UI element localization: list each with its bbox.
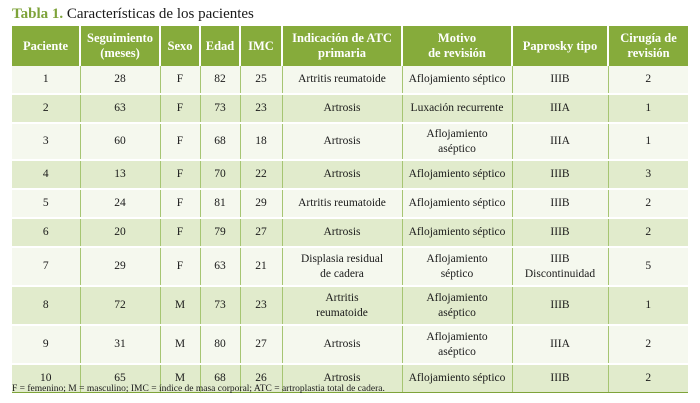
- col-header-cirugia: Cirugía de revisión: [608, 26, 688, 66]
- cell-paprosky: IIIB: [512, 160, 608, 189]
- cell-indicacion: Artrosis: [282, 364, 402, 393]
- cell-imc: 27: [240, 218, 282, 247]
- cell-paciente: 9: [12, 325, 80, 364]
- cell-seguimiento: 13: [80, 160, 160, 189]
- cell-sexo: M: [160, 364, 200, 393]
- cell-paprosky: IIIB Discontinuidad: [512, 247, 608, 286]
- cell-cirugia: 2: [608, 189, 688, 218]
- cell-edad: 68: [200, 123, 240, 160]
- cell-indicacion: Artrosis: [282, 123, 402, 160]
- table-row: [12, 286, 688, 325]
- cell-imc: 18: [240, 123, 282, 160]
- cell-imc: 27: [240, 325, 282, 364]
- cell-sexo: F: [160, 160, 200, 189]
- cell-paprosky: IIIB: [512, 286, 608, 325]
- cell-paprosky: IIIB: [512, 189, 608, 218]
- cell-indicacion: Artrosis: [282, 218, 402, 247]
- col-header-paciente: Paciente: [12, 26, 80, 66]
- cell-paciente: 1: [12, 66, 80, 94]
- cell-edad: 70: [200, 160, 240, 189]
- cell-edad: 81: [200, 189, 240, 218]
- cell-paprosky: IIIB: [512, 66, 608, 94]
- cell-imc: 26: [240, 364, 282, 393]
- table-row: [12, 247, 688, 286]
- cell-seguimiento: 72: [80, 286, 160, 325]
- cell-paciente: 8: [12, 286, 80, 325]
- table-row: [12, 189, 688, 218]
- cell-cirugia: 2: [608, 218, 688, 247]
- cell-sexo: F: [160, 247, 200, 286]
- cell-motivo: Aflojamiento séptico: [402, 364, 512, 393]
- cell-edad: 63: [200, 247, 240, 286]
- cell-cirugia: 2: [608, 364, 688, 393]
- patients-table: [12, 26, 688, 393]
- cell-sexo: F: [160, 66, 200, 94]
- cell-imc: 21: [240, 247, 282, 286]
- cell-motivo: Aflojamiento séptico: [402, 189, 512, 218]
- table-row: [12, 218, 688, 247]
- cell-paprosky: IIIA: [512, 123, 608, 160]
- cell-motivo: Aflojamiento aséptico: [402, 286, 512, 325]
- col-header-motivo: Motivo de revisión: [402, 26, 512, 66]
- cell-indicacion: Displasia residual de cadera: [282, 247, 402, 286]
- cell-imc: 23: [240, 286, 282, 325]
- table-row: [12, 66, 688, 94]
- table-row: [12, 160, 688, 189]
- cell-seguimiento: 31: [80, 325, 160, 364]
- cell-cirugia: 1: [608, 286, 688, 325]
- cell-sexo: F: [160, 94, 200, 123]
- cell-sexo: F: [160, 218, 200, 247]
- col-header-edad: Edad: [200, 26, 240, 66]
- cell-sexo: M: [160, 286, 200, 325]
- table-caption: [12, 4, 254, 24]
- cell-imc: 29: [240, 189, 282, 218]
- table-row: [12, 94, 688, 123]
- cell-motivo: Aflojamiento séptico: [402, 247, 512, 286]
- cell-paciente: 2: [12, 94, 80, 123]
- cell-indicacion: Artritis reumatoide: [282, 189, 402, 218]
- col-header-indicacion: Indicación de ATC primaria: [282, 26, 402, 66]
- cell-edad: 82: [200, 66, 240, 94]
- col-header-paprosky: Paprosky tipo: [512, 26, 608, 66]
- cell-cirugia: 1: [608, 123, 688, 160]
- cell-sexo: F: [160, 123, 200, 160]
- cell-paciente: 6: [12, 218, 80, 247]
- cell-edad: 79: [200, 218, 240, 247]
- cell-seguimiento: 24: [80, 189, 160, 218]
- cell-indicacion: Artrosis: [282, 94, 402, 123]
- cell-seguimiento: 20: [80, 218, 160, 247]
- cell-motivo: Aflojamiento séptico: [402, 66, 512, 94]
- cell-indicacion: Artrosis: [282, 160, 402, 189]
- cell-paciente: 10: [12, 364, 80, 393]
- col-header-imc: IMC: [240, 26, 282, 66]
- col-header-sexo: Sexo: [160, 26, 200, 66]
- cell-paciente: 4: [12, 160, 80, 189]
- table-title: Características de los pacientes: [66, 6, 254, 22]
- cell-motivo: Aflojamiento séptico: [402, 160, 512, 189]
- cell-seguimiento: 63: [80, 94, 160, 123]
- cell-paciente: 3: [12, 123, 80, 160]
- cell-seguimiento: 60: [80, 123, 160, 160]
- cell-sexo: M: [160, 325, 200, 364]
- cell-paprosky: IIIA: [512, 325, 608, 364]
- cell-paciente: 5: [12, 189, 80, 218]
- cell-indicacion: Artritis reumatoide: [282, 66, 402, 94]
- header-row: [12, 26, 688, 66]
- cell-seguimiento: 28: [80, 66, 160, 94]
- cell-imc: 23: [240, 94, 282, 123]
- col-header-seguimiento: Seguimiento (meses): [80, 26, 160, 66]
- cell-cirugia: 3: [608, 160, 688, 189]
- cell-edad: 73: [200, 94, 240, 123]
- cell-indicacion: Artrosis: [282, 325, 402, 364]
- cell-paprosky: IIIB: [512, 364, 608, 393]
- table-footnote: F = femenino; M = masculino; IMC = índice de masa corporal; ATC = artroplastia total de cadera.: [12, 384, 385, 394]
- cell-seguimiento: 65: [80, 364, 160, 393]
- cell-indicacion: Artritis reumatoide: [282, 286, 402, 325]
- cell-edad: 73: [200, 286, 240, 325]
- cell-edad: 68: [200, 364, 240, 393]
- cell-paprosky: IIIB: [512, 218, 608, 247]
- cell-cirugia: 5: [608, 247, 688, 286]
- cell-paciente: 7: [12, 247, 80, 286]
- table-row: [12, 325, 688, 364]
- cell-cirugia: 2: [608, 325, 688, 364]
- cell-imc: 22: [240, 160, 282, 189]
- table-number: Tabla 1.: [12, 6, 64, 22]
- cell-paprosky: IIIA: [512, 94, 608, 123]
- cell-seguimiento: 29: [80, 247, 160, 286]
- cell-imc: 25: [240, 66, 282, 94]
- cell-sexo: F: [160, 189, 200, 218]
- cell-motivo: Aflojamiento aséptico: [402, 325, 512, 364]
- cell-cirugia: 2: [608, 66, 688, 94]
- cell-motivo: Aflojamiento séptico: [402, 218, 512, 247]
- cell-motivo: Aflojamiento aséptico: [402, 123, 512, 160]
- table-row: [12, 123, 688, 160]
- cell-cirugia: 1: [608, 94, 688, 123]
- cell-edad: 80: [200, 325, 240, 364]
- cell-motivo: Luxación recurrente: [402, 94, 512, 123]
